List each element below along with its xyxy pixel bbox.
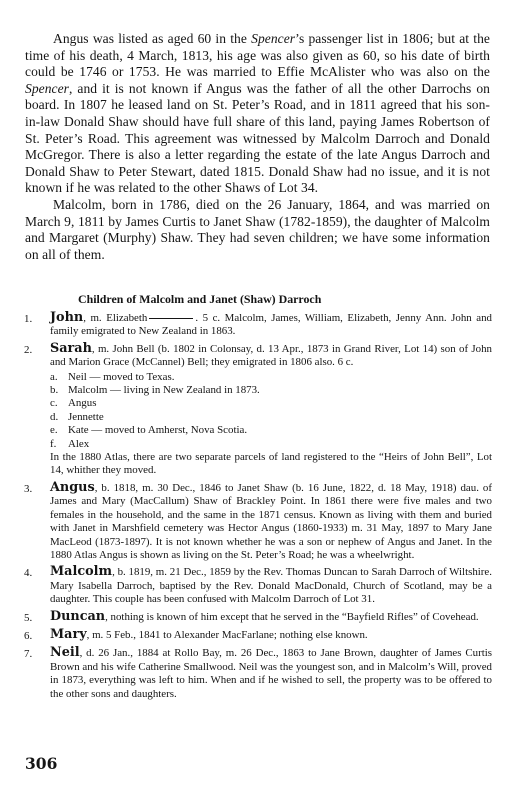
item-letter: a. (50, 370, 58, 383)
entry-number: 5. (24, 611, 33, 624)
entry-number: 6. (24, 629, 33, 642)
grandchild-item (50, 411, 492, 424)
child-entry-angus (24, 481, 492, 562)
child-entry-sarah (24, 342, 492, 478)
text-run: Angus was listed as aged 60 in the (53, 31, 252, 46)
entry-text: . 5 c. Malcolm, James, William, Elizabeth, Jenny Ann. John and family emigrated to New Zealand in 1863. (50, 312, 493, 338)
paragraph-angus (25, 31, 490, 197)
item-text: Kate — moved to Amherst, Nova Scotia. (68, 424, 248, 437)
entry-text: , b. 1818, m. 30 Dec., 1846 to Janet Shaw (b. 16 June, 1822, d. 18 May, 1918) dau. of James and Mary (MacCallum) Shaw of Brackley Point. In 1861 there were five males and two females in the household, and the same in the 1871 census. Known as living with them and buried with Janet in Marshfield cemetery was Hector Angus (1860-1933) m. 31 May, 1897 to Mary Jane MacLeod (1873-1897). It is not known whether he was a son or nephew of Angus and Janet. In the 1880 Atlas Angus is shown as living on the St. Peter’s Road; he was a wheelwright. (50, 481, 492, 561)
grandchild-item (50, 384, 492, 397)
entry-body (50, 565, 492, 606)
child-name: Angus (50, 479, 95, 495)
ship-name: Spencer (25, 80, 69, 96)
children-list (24, 308, 492, 701)
child-entry-duncan (24, 610, 492, 625)
item-letter: b. (50, 384, 59, 397)
body-text (25, 31, 490, 263)
entry-body (50, 311, 492, 339)
item-text: Jennette (68, 410, 104, 423)
child-entry-mary (24, 628, 492, 643)
child-entry-neil (24, 646, 492, 701)
entry-body (50, 481, 492, 562)
child-entry-malcolm (24, 565, 492, 606)
entry-text: , m. John Bell (b. 1802 in Colonsay, d. 13 Apr., 1873 in Grand River, Lot 14) son of John and Marion Grace (McCannel) Bell; they emigrated in 1806 also. 6 c. (50, 342, 492, 369)
child-name: Sarah (50, 340, 92, 356)
text-run: , and it is not known if Angus was the father of all the other Darrochs on board. In 1807 he leased land on St. Peter’s Road, and in 1811 agreed that his son-in-law Donald Shaw should have full share of this land, paying James Robertson of St. Peter’s Road. This agreement was witnessed by Malcolm Darroch and Donald McGregor. There is also a letter regarding the estate of the late Angus Darroch and Donald Shaw to Peter Stewart, dated 1815. Donald Shaw had no issue, and it is not known if he was related to the other Shaws of Lot 34. (25, 80, 490, 196)
item-text: Malcolm — living in New Zealand in 1873. (68, 384, 260, 397)
entry-body (50, 610, 492, 624)
entry-number: 3. (24, 482, 33, 495)
text-run: ’s passenger list in 1806; but at the time of his death, 4 March, 1813, his age was also given as 60, so his date of birth could be 1746 or 1753. He was married to Effie McAlister who was also on the (25, 31, 490, 80)
entry-number: 7. (24, 648, 33, 661)
entry-number: 1. (24, 313, 33, 325)
item-text: Neil — moved to Texas. (68, 370, 175, 383)
item-letter: d. (50, 410, 59, 423)
child-name: John (50, 310, 84, 325)
child-name: Malcolm (50, 564, 113, 580)
child-entry-john (24, 311, 492, 339)
item-letter: c. (50, 397, 58, 410)
section-heading: Children of Malcolm and Janet (Shaw) Darroch (78, 292, 322, 306)
entry-number: 4. (24, 567, 33, 580)
entry-text: , d. 26 Jan., 1884 at Rollo Bay, m. 26 Dec., 1863 to Jane Brown, daughter of James Curtis Brown and his wife Catherine Smallwood. Neil was the youngest son, and in Malcolm’s Will, proved in 1873, everything was left to him. When and if he wished to sell, the property was to be offered to the other sons and daughters. (50, 647, 492, 700)
item-text: Angus (68, 397, 97, 410)
grandchild-item (50, 397, 492, 410)
item-letter: e. (50, 424, 58, 437)
item-text: Alex (68, 437, 90, 450)
entry-text: , b. 1819, m. 21 Dec., 1859 by the Rev. Thomas Duncan to Sarah Darroch of Wiltshire. Mary Isabella Darroch, baptised by the Rev. Donald MacDonald, Church of Scotland, may be a daughter. This couple has been confused with Malcolm Darroch of Lot 31. (50, 566, 492, 606)
entry-body (50, 342, 492, 478)
child-name: Mary (50, 626, 87, 642)
grandchild-item (50, 438, 492, 451)
page-number: 306 (25, 754, 58, 773)
blank-line (149, 318, 193, 319)
entry-text: , m. 5 Feb., 1841 to Alexander MacFarlane; nothing else known. (86, 628, 368, 641)
entry-text: , nothing is known of him except that he served in the “Bayfield Rifles” of Covehead. (105, 610, 479, 623)
paragraph-malcolm: Malcolm, born in 1786, died on the 26 January, 1864, and was married on March 9, 1811 by James Curtis to Janet Shaw (1782-1859), the daughter of Malcolm and Margaret (Murphy) Shaw. They had seven children; we have some information on all of them. (25, 196, 490, 262)
entry-note: In the 1880 Atlas, there are two separate parcels of land registered to the “Heirs of John Bell”, Lot 14, whither they moved. (50, 451, 492, 477)
child-name: Neil (50, 645, 80, 661)
grandchild-item (50, 371, 492, 384)
entry-body (50, 646, 492, 701)
grandchild-item (50, 424, 492, 437)
entry-body (50, 628, 492, 642)
ship-name: Spencer (251, 31, 296, 46)
item-letter: f. (50, 437, 57, 450)
entry-text: , m. Elizabeth (83, 312, 148, 324)
entry-number: 2. (24, 343, 33, 356)
child-name: Duncan (50, 608, 106, 624)
grandchildren-list (50, 371, 492, 451)
